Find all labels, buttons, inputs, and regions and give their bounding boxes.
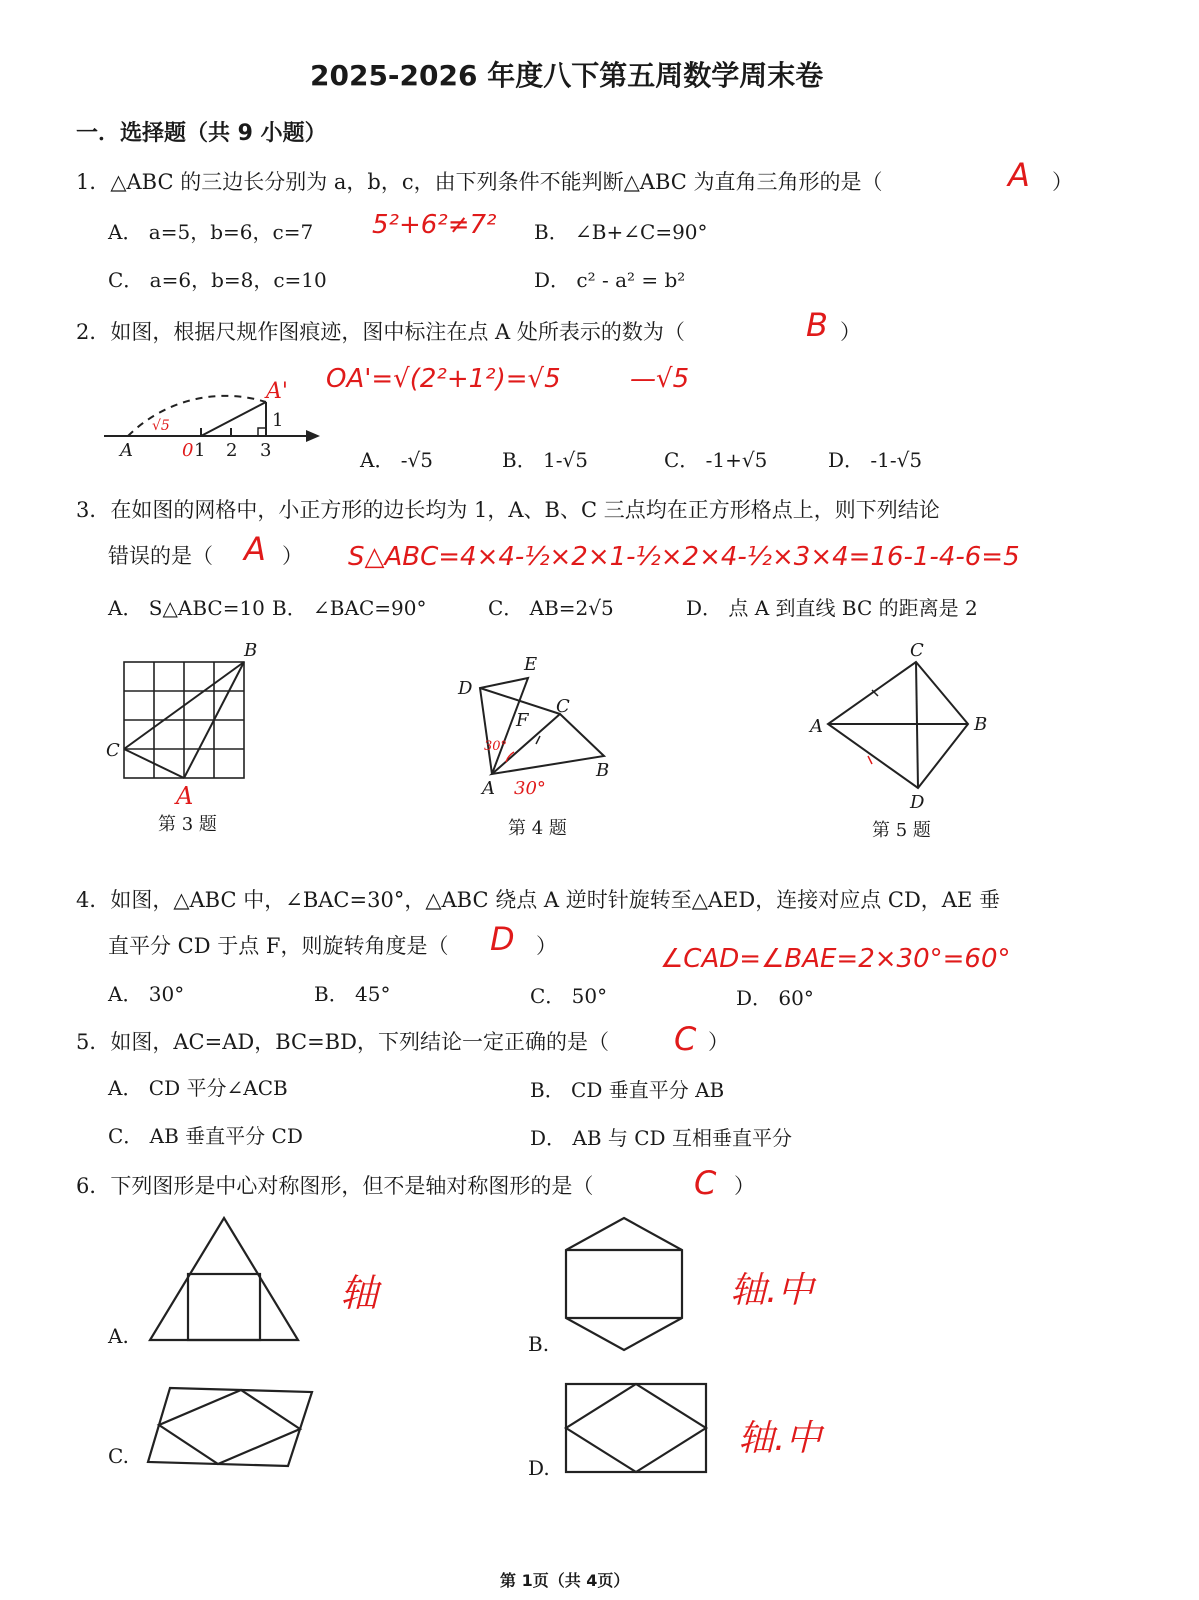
f3-label-a: A bbox=[176, 782, 194, 810]
q5-option-c: C． AB 垂直平分 CD bbox=[108, 1124, 303, 1148]
f4-label-e: E bbox=[524, 654, 538, 675]
triangle-abc bbox=[492, 714, 604, 774]
f3-label-b: B bbox=[244, 640, 258, 661]
q2-option-c: C． -1+√5 bbox=[664, 448, 768, 472]
section-heading: 一．选择题（共 9 小题） bbox=[76, 121, 327, 146]
hypotenuse bbox=[201, 402, 266, 436]
q2-option-a: A． -√5 bbox=[360, 448, 434, 472]
q2-answer: B bbox=[806, 306, 828, 344]
q3-close: ） bbox=[282, 544, 303, 568]
q6-shape-d bbox=[564, 1380, 714, 1476]
label-a: A bbox=[120, 440, 133, 461]
q2-close: ） bbox=[840, 320, 861, 344]
figure-3-caption: 第 3 题 bbox=[158, 814, 217, 835]
figure-4-caption: 第 4 题 bbox=[508, 818, 567, 839]
q2-number-line-figure bbox=[100, 350, 330, 460]
page-footer: 第 1页（共 4页） bbox=[500, 1571, 630, 1590]
f4-label-f: F bbox=[516, 710, 529, 731]
q6-close: ） bbox=[734, 1174, 755, 1198]
f5-label-b: B bbox=[974, 714, 988, 735]
q6-label-b: B. bbox=[528, 1332, 550, 1356]
q6-shape-a bbox=[146, 1214, 306, 1344]
q1-option-a: A． a=5，b=6，c=7 bbox=[108, 220, 314, 244]
q1-stem: 1．△ABC 的三边长分别为 a，b，c，由下列条件不能判断△ABC 为直角三角形的是（ bbox=[76, 170, 883, 194]
q1-option-d: D． c² - a² = b² bbox=[534, 268, 686, 292]
f3-label-c: C bbox=[106, 740, 120, 761]
q1-option-b: B． ∠B+∠C=90° bbox=[534, 220, 708, 244]
figure-5-kite bbox=[806, 638, 1006, 813]
q3-stem-line1: 3．在如图的网格中，小正方形的边长均为 1，A、B、C 三点均在正方形格点上，则下列结论 bbox=[76, 498, 940, 522]
label-origin: 0 bbox=[182, 440, 194, 461]
q2-note-oa: OA'=√(2²+1²)=√5 bbox=[326, 364, 561, 394]
q5-answer: C bbox=[674, 1020, 697, 1058]
q4-option-a: A． 30° bbox=[108, 982, 185, 1006]
f5-label-d: D bbox=[910, 792, 925, 813]
compass-arc bbox=[128, 396, 266, 436]
q3-note: S△ABC=4×4-½×2×1-½×2×4-½×3×4=16-1-4-6=5 bbox=[348, 542, 1020, 572]
f4-note-angle1: 30° bbox=[484, 739, 508, 754]
q6-note-b: 轴.中 bbox=[730, 1270, 814, 1311]
q6-note-a: 轴 bbox=[340, 1271, 379, 1315]
q4-answer: D bbox=[490, 920, 515, 958]
q4-stem-line2: 直平分 CD 于点 F，则旋转角度是（ bbox=[108, 934, 449, 958]
q6-label-a: A. bbox=[108, 1324, 129, 1348]
height-label: 1 bbox=[272, 410, 284, 431]
q4-option-b: B． 45° bbox=[314, 982, 391, 1006]
q6-shape-b bbox=[562, 1214, 692, 1354]
tick-3: 3 bbox=[260, 440, 272, 461]
q3-option-c: C． AB=2√5 bbox=[488, 596, 614, 620]
q3-answer: A bbox=[244, 530, 266, 568]
tick-1: 1 bbox=[194, 440, 206, 461]
q1-note: 5²+6²≠7² bbox=[372, 210, 497, 240]
tick-2: 2 bbox=[226, 440, 238, 461]
q2-stem: 2．如图，根据尺规作图痕迹，图中标注在点 A 处所表示的数为（ bbox=[76, 320, 685, 344]
q1-close: ） bbox=[1052, 170, 1073, 194]
f4-note-angle2: 30° bbox=[514, 778, 546, 799]
q6-note-d: 轴.中 bbox=[738, 1418, 822, 1459]
q5-option-b: B． CD 垂直平分 AB bbox=[530, 1078, 725, 1102]
q5-stem: 5．如图，AC=AD，BC=BD，下列结论一定正确的是（ bbox=[76, 1030, 609, 1054]
q2-note-root: —√5 bbox=[630, 364, 690, 394]
figure-5-caption: 第 5 题 bbox=[872, 820, 931, 841]
q3-option-a: A． S△ABC=10 bbox=[108, 596, 265, 620]
q2-option-b: B． 1-√5 bbox=[502, 448, 589, 472]
f5-label-c: C bbox=[910, 640, 924, 661]
q4-note: ∠CAD=∠BAE=2×30°=60° bbox=[660, 944, 1011, 974]
axis-arrow-icon bbox=[306, 430, 320, 442]
f4-label-d: D bbox=[458, 678, 473, 699]
q1-option-c: C． a=6，b=8，c=10 bbox=[108, 268, 327, 292]
figure-3-grid bbox=[100, 640, 290, 810]
q2-option-d: D． -1-√5 bbox=[828, 448, 923, 472]
label-root5: √5 bbox=[152, 418, 170, 434]
q6-label-d: D. bbox=[528, 1456, 550, 1480]
f4-label-c: C bbox=[556, 696, 570, 717]
f4-label-b: B bbox=[596, 760, 610, 781]
figure-4-rotation bbox=[454, 648, 624, 798]
q5-option-a: A． CD 平分∠ACB bbox=[108, 1076, 288, 1100]
q3-option-b: B． ∠BAC=90° bbox=[272, 596, 427, 620]
label-a-prime: A' bbox=[266, 379, 288, 404]
q4-stem-line1: 4．如图，△ABC 中，∠BAC=30°，△ABC 绕点 A 逆时针旋转至△AED，连接对应点 CD，AE 垂 bbox=[76, 888, 1000, 912]
q1-answer: A bbox=[1008, 156, 1030, 194]
q3-stem-line2: 错误的是（ bbox=[108, 544, 213, 568]
q6-answer: C bbox=[694, 1164, 717, 1202]
q6-shape-c bbox=[146, 1386, 316, 1470]
q5-close: ） bbox=[708, 1030, 729, 1054]
q4-option-c: C． 50° bbox=[530, 984, 608, 1008]
q3-option-d: D． 点 A 到直线 BC 的距离是 2 bbox=[686, 596, 978, 620]
page-title: 2025-2026 年度八下第五周数学周末卷 bbox=[310, 59, 824, 92]
f5-label-a: A bbox=[810, 716, 823, 737]
q6-stem: 6．下列图形是中心对称图形，但不是轴对称图形的是（ bbox=[76, 1174, 594, 1198]
q5-option-d: D． AB 与 CD 互相垂直平分 bbox=[530, 1126, 792, 1150]
f4-label-a: A bbox=[482, 778, 495, 799]
q4-option-d: D． 60° bbox=[736, 986, 814, 1010]
segment-cd bbox=[916, 662, 918, 788]
q4-close: ） bbox=[536, 934, 557, 958]
q6-label-c: C. bbox=[108, 1444, 129, 1468]
